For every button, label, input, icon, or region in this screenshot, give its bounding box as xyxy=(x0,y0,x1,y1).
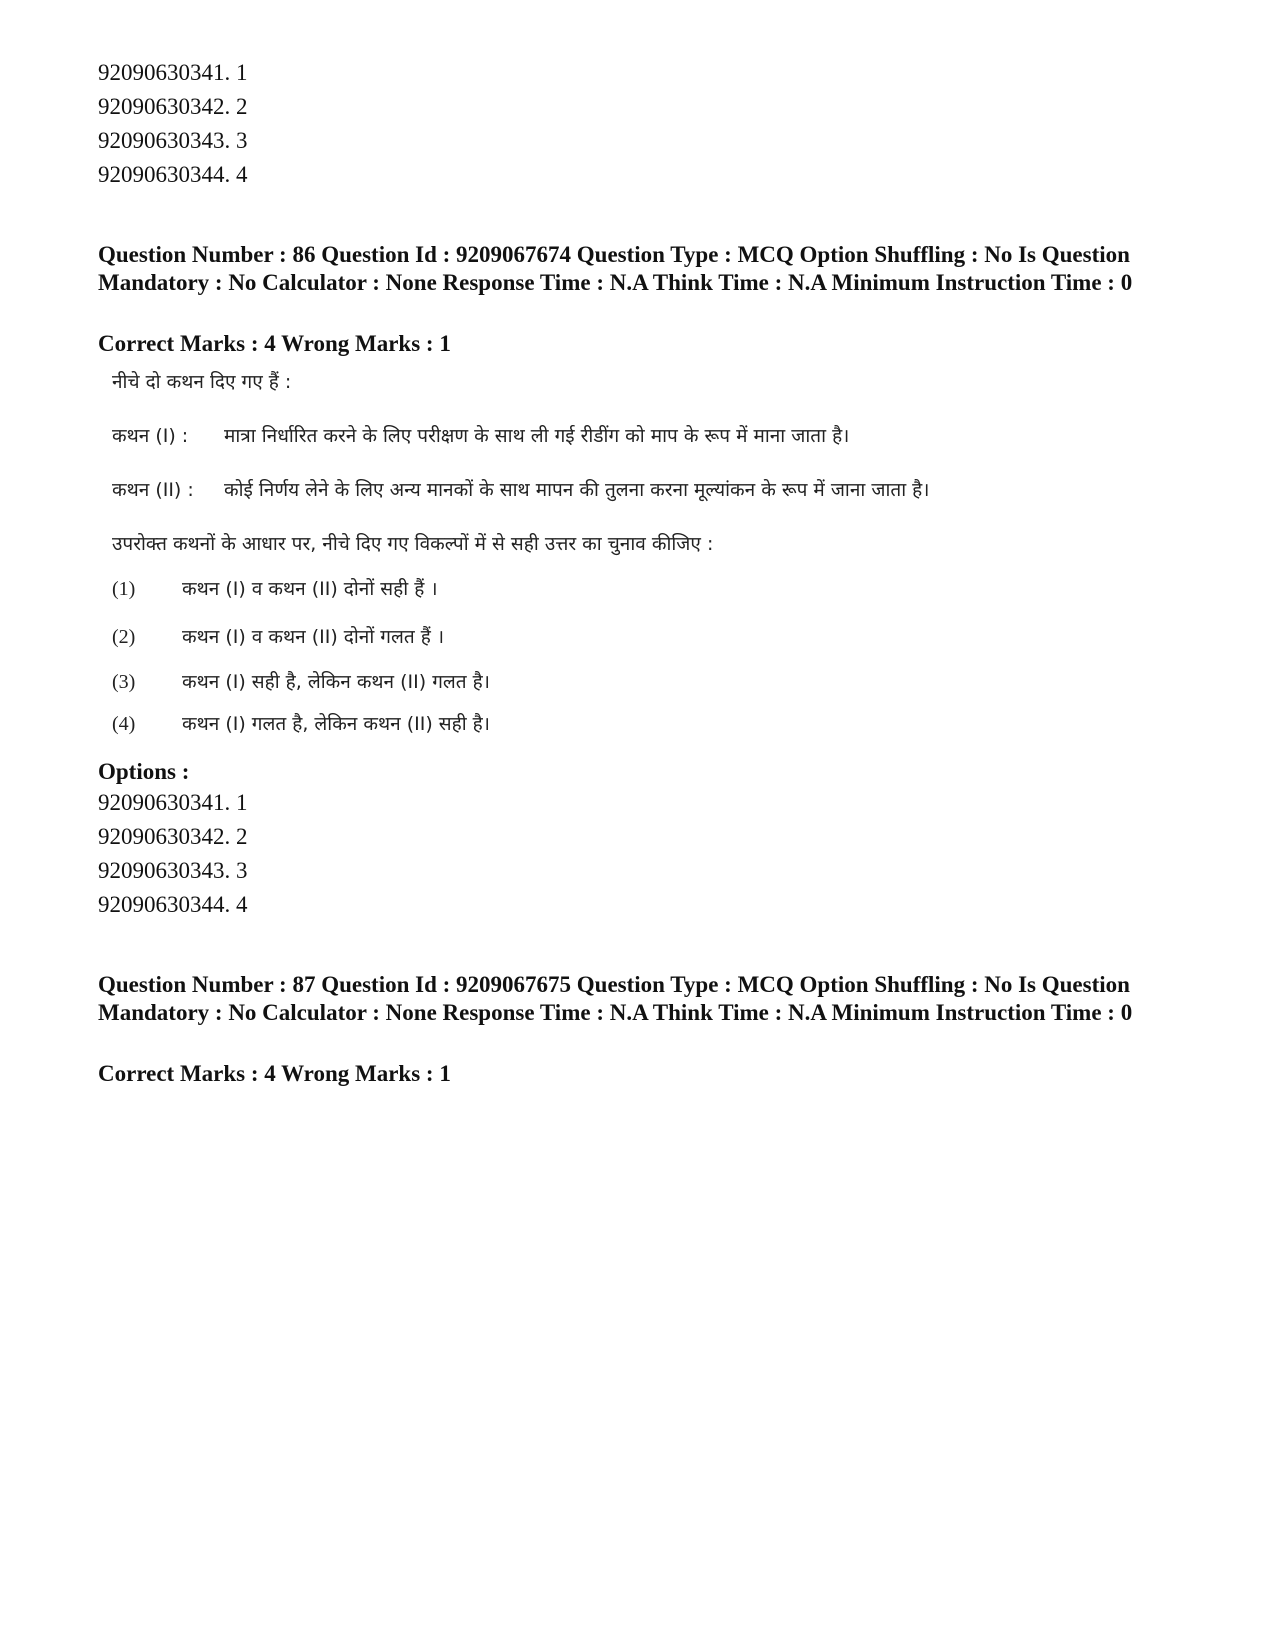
choice-number: (2) xyxy=(112,626,136,648)
question-87-marks: Correct Marks : 4 Wrong Marks : 1 xyxy=(98,1061,451,1086)
option-line: 92090630344. 4 xyxy=(98,892,248,917)
statement-1-text: मात्रा निर्धारित करने के लिए परीक्षण के साथ ली गई रीडींग को माप के रूप में माना जाता है। xyxy=(224,425,850,447)
statement-2-text: कोई निर्णय लेने के लिए अन्य मानकों के साथ मापन की तुलना करना मूल्यांकन के रूप में जाना जाता है। xyxy=(224,479,930,501)
choice-2 xyxy=(112,623,444,649)
choice-1 xyxy=(112,575,438,601)
option-line: 92090630343. 3 xyxy=(98,858,248,883)
choice-text: कथन (I) सही है, लेकिन कथन (II) गलत है। xyxy=(182,671,490,693)
choice-text: कथन (I) गलत है, लेकिन कथन (II) सही है। xyxy=(182,713,490,735)
option-line: 92090630343. 3 xyxy=(98,128,248,153)
option-line: 92090630341. 1 xyxy=(98,60,248,85)
previous-question-options xyxy=(98,56,248,192)
option-line: 92090630342. 2 xyxy=(98,94,248,119)
statement-2 xyxy=(112,476,929,502)
question-86-header: Question Number : 86 Question Id : 9209067674 Question Type : MCQ Option Shuffling : No Is Question Mandatory : No Calculator : None Response Time : N.A Think Time : N.A Minimum Instruction Time : 0 xyxy=(98,242,1133,295)
options-label: Options : xyxy=(98,759,190,784)
statement-1-label: कथन (I) : xyxy=(112,425,189,447)
choice-text: कथन (I) व कथन (II) दोनों सही हैं । xyxy=(182,578,438,600)
option-line: 92090630344. 4 xyxy=(98,162,248,187)
statement-1 xyxy=(112,422,849,448)
choice-number: (4) xyxy=(112,713,136,735)
option-line: 92090630341. 1 xyxy=(98,790,248,815)
choice-3 xyxy=(112,668,490,694)
question-instruction: उपरोक्त कथनों के आधार पर, नीचे दिए गए विकल्पों में से सही उत्तर का चुनाव कीजिए : xyxy=(112,533,714,555)
question-86-options xyxy=(98,786,248,922)
question-86-marks: Correct Marks : 4 Wrong Marks : 1 xyxy=(98,331,451,356)
question-87-header: Question Number : 87 Question Id : 9209067675 Question Type : MCQ Option Shuffling : No Is Question Mandatory : No Calculator : None Response Time : N.A Think Time : N.A Minimum Instruction Time : 0 xyxy=(98,972,1133,1025)
statement-2-label: कथन (II) : xyxy=(112,479,194,501)
question-intro: नीचे दो कथन दिए गए हैं : xyxy=(112,371,292,393)
option-line: 92090630342. 2 xyxy=(98,824,248,849)
choice-number: (3) xyxy=(112,671,136,693)
choice-text: कथन (I) व कथन (II) दोनों गलत हैं । xyxy=(182,626,445,648)
choice-number: (1) xyxy=(112,578,136,600)
choice-4 xyxy=(112,710,490,736)
